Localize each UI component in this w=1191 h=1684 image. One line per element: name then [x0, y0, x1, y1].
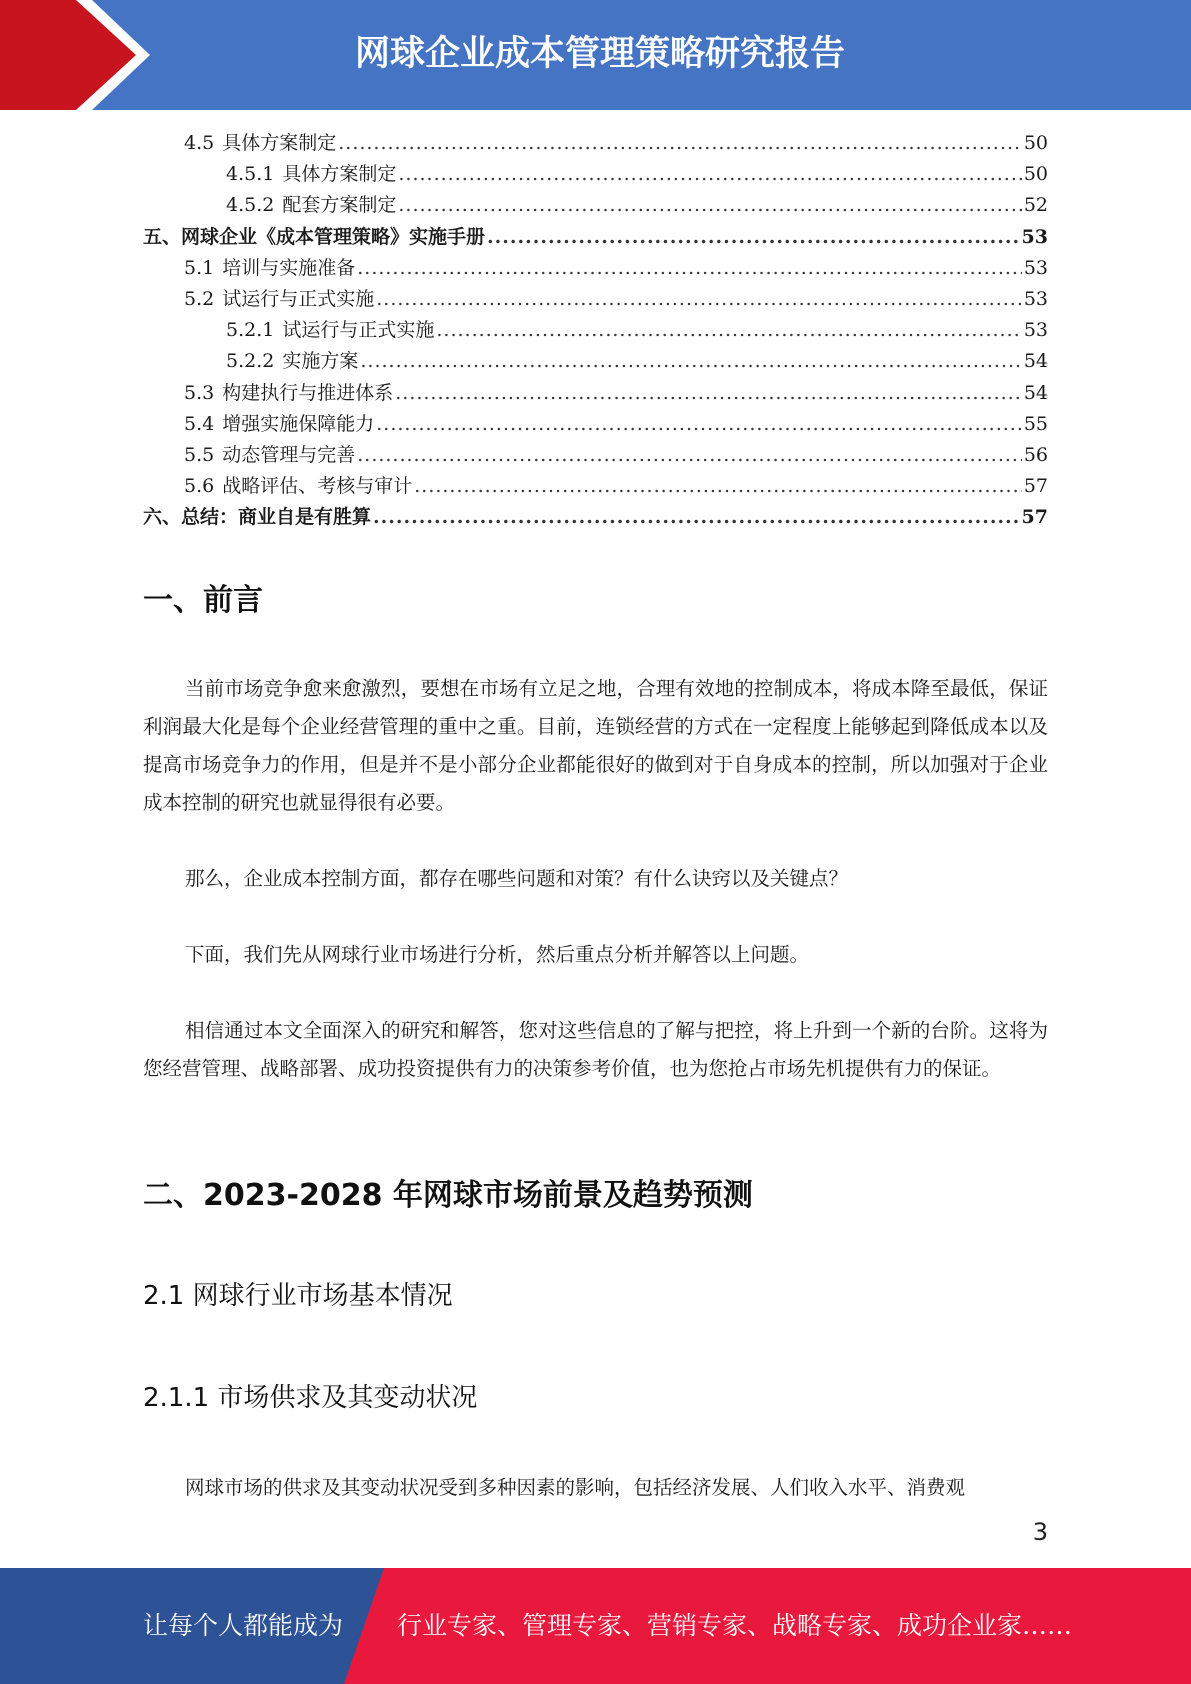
toc-entry[interactable]	[143, 128, 1048, 159]
paragraph: 相信通过本文全面深入的研究和解答，您对这些信息的了解与把控，将上升到一个新的台阶。这将为您经营管理、战略部署、成功投资提供有力的决策参考价值，也为您抢占市场先机提供有力的保证。	[143, 1019, 1048, 1080]
toc-entry-number: 五、	[143, 225, 182, 248]
toc-entry-page: 52	[1023, 194, 1048, 217]
section-title-preface: 一、前言	[143, 583, 263, 618]
toc-entry-title: 试运行与正式实施	[222, 287, 375, 310]
toc-leader-dots	[395, 378, 1022, 409]
toc-leader-dots	[487, 222, 1020, 253]
toc-entry-page: 53	[1023, 256, 1048, 279]
footer-slogan-right: 行业专家、管理专家、营销专家、战略专家、成功企业家……	[397, 1611, 1073, 1640]
toc-entry-title: 增强实施保障能力	[222, 412, 375, 435]
toc-entry-page: 56	[1023, 443, 1048, 466]
toc-entry[interactable]	[143, 284, 1048, 315]
toc-entry-title: 具体方案制定	[282, 163, 397, 186]
paragraph: 那么，企业成本控制方面，都存在哪些问题和对策？有什么诀窍以及关键点？	[185, 867, 849, 890]
toc-entry-page: 57	[1021, 506, 1048, 529]
toc-entry-page: 53	[1023, 287, 1048, 310]
toc-leader-dots	[436, 315, 1021, 346]
toc-entry-title: 培训与实施准备	[222, 256, 356, 279]
toc-entry-number: 5.2	[184, 287, 215, 310]
section-title-market-outlook: 二、2023-2028 年网球市场前景及趋势预测	[143, 1178, 753, 1213]
toc-entry[interactable]	[143, 409, 1048, 440]
toc-entry[interactable]	[143, 440, 1048, 471]
toc-entry[interactable]	[143, 190, 1048, 221]
toc-entry[interactable]	[143, 315, 1048, 346]
toc-entry-title: 网球企业《成本管理策略》实施手册	[181, 225, 486, 248]
toc-entry-page: 53	[1023, 319, 1048, 342]
toc-entry-title: 具体方案制定	[222, 132, 337, 154]
toc-leader-dots	[376, 409, 1022, 440]
subsection-title: 2.1.1 市场供求及其变动状况	[143, 1383, 478, 1413]
toc-leader-dots	[398, 190, 1021, 221]
toc-entry-page: 55	[1023, 412, 1048, 435]
toc-leader-dots	[360, 346, 1021, 377]
toc-entry[interactable]	[143, 502, 1048, 533]
toc-entry-page: 57	[1023, 475, 1048, 498]
toc-entry-number: 5.2.2	[226, 350, 275, 373]
toc-entry[interactable]	[143, 346, 1048, 377]
toc-entry-title: 总结：商业自是有胜算	[181, 506, 372, 529]
subsection-title: 2.1 网球行业市场基本情况	[143, 1281, 453, 1311]
page-number: 3	[1032, 1518, 1048, 1546]
toc-entry-number: 4.5.2	[226, 194, 275, 217]
footer-slogan-left: 让每个人都能成为	[143, 1611, 344, 1640]
header-banner	[0, 0, 1191, 110]
toc-entry-title: 动态管理与完善	[222, 443, 356, 466]
toc-leader-dots	[376, 284, 1022, 315]
toc-entry[interactable]	[143, 471, 1048, 502]
toc-entry-number: 六、	[143, 506, 182, 529]
toc-entry[interactable]	[143, 222, 1048, 253]
toc-entry[interactable]	[143, 159, 1048, 190]
toc-leader-dots	[398, 159, 1021, 190]
toc-entry-number: 4.5.1	[226, 163, 275, 186]
toc-entry-title: 实施方案	[282, 350, 359, 373]
toc-leader-dots	[357, 253, 1022, 284]
toc-leader-dots	[373, 502, 1020, 533]
toc-entry-page: 50	[1023, 132, 1048, 154]
toc-entry-page: 50	[1023, 163, 1048, 186]
toc-entry-title: 配套方案制定	[282, 194, 397, 217]
toc-entry-number: 5.5	[184, 443, 215, 466]
paragraph: 当前市场竞争愈来愈激烈，要想在市场有立足之地，合理有效地的控制成本，将成本降至最低，保证利润最大化是每个企业经营管理的重中之重。目前，连锁经营的方式在一定程度上能够起到降低成本以及提高市场竞争力的作用，但是并不是小部分企业都能很好的做到对于自身成本的控制，所以加强对于企业成本控制的研究也就显得很有必要。	[143, 677, 1048, 814]
toc-entry[interactable]	[143, 253, 1048, 284]
toc-entry-number: 5.4	[184, 412, 215, 435]
toc-leader-dots	[357, 440, 1022, 471]
toc-entry[interactable]	[143, 378, 1048, 409]
toc-entry-number: 4.5	[184, 132, 215, 154]
paragraph: 网球市场的供求及其变动状况受到多种因素的影响，包括经济发展、人们收入水平、消费观	[185, 1476, 966, 1499]
table-of-contents	[143, 128, 1048, 533]
report-title: 网球企业成本管理策略研究报告	[354, 34, 845, 74]
toc-entry-title: 构建执行与推进体系	[222, 381, 394, 404]
toc-entry-page: 54	[1023, 381, 1048, 404]
toc-entry-number: 5.2.1	[226, 319, 275, 342]
toc-leader-dots	[414, 471, 1022, 502]
toc-entry-title: 战略评估、考核与审计	[222, 475, 413, 498]
toc-entry-number: 5.6	[184, 475, 215, 498]
toc-entry-number: 5.3	[184, 381, 215, 404]
footer-banner	[0, 1568, 1191, 1684]
toc-leader-dots	[338, 128, 1022, 159]
toc-entry-page: 54	[1023, 350, 1048, 373]
toc-entry-title: 试运行与正式实施	[282, 319, 435, 342]
paragraph: 下面，我们先从网球行业市场进行分析，然后重点分析并解答以上问题。	[185, 943, 810, 966]
toc-entry-page: 53	[1021, 225, 1048, 248]
toc-entry-number: 5.1	[184, 256, 215, 279]
